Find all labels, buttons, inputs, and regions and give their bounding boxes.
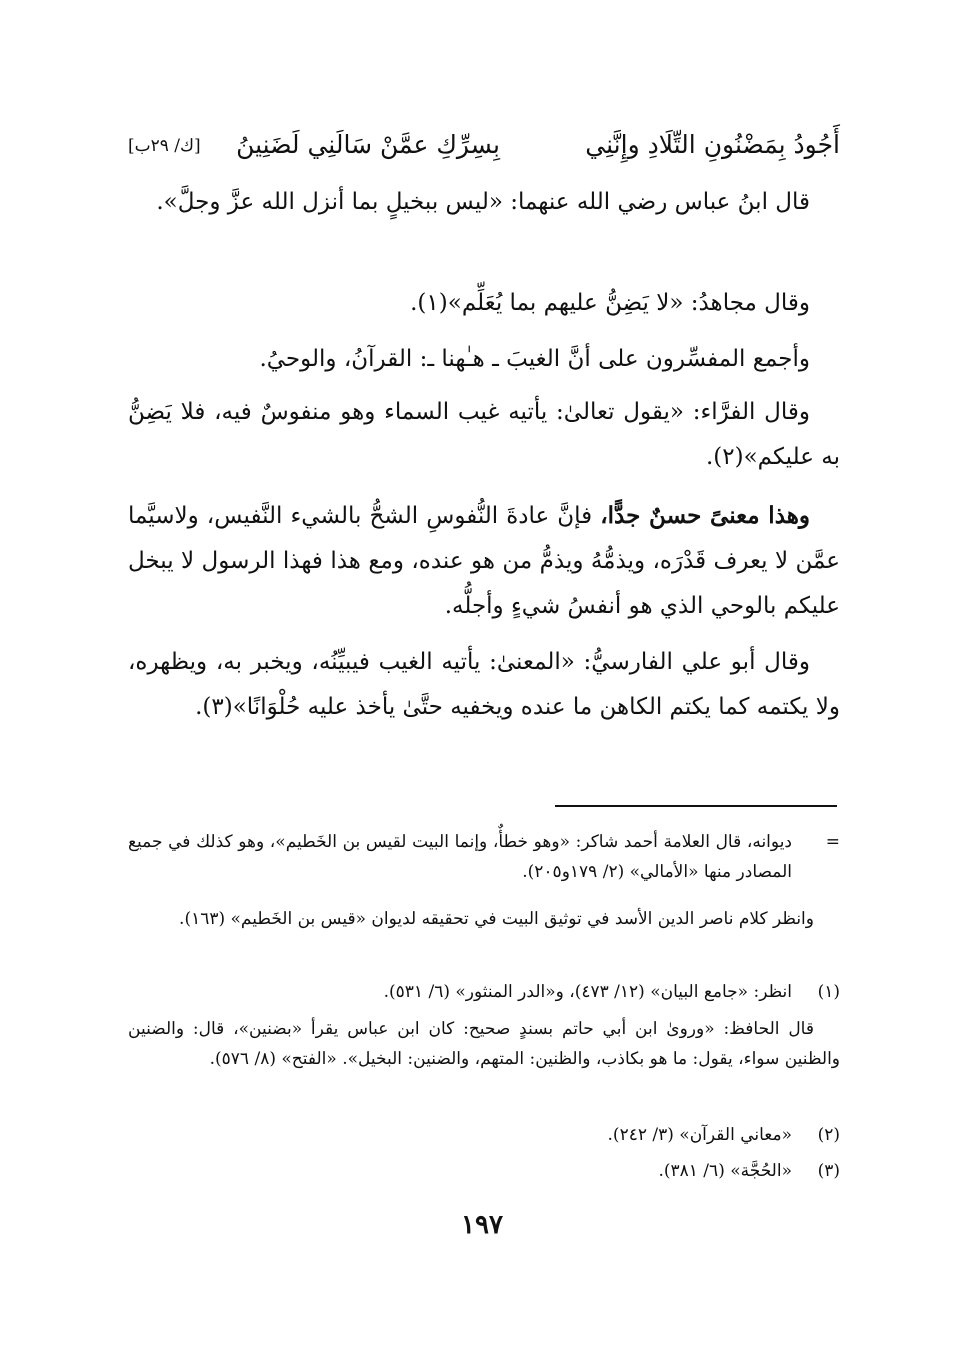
paragraph-commentary — [128, 493, 840, 629]
verse-first-hemistich: أَجُودُ بِمَضْنُونِ التِّلَادِ وإِنَّنِي — [585, 130, 840, 159]
paragraph-mujahid: وقال مجاهدُ: «لا يَضِنُّ عليهم بما يُعَلِّم»(١). — [410, 290, 810, 316]
paragraph-abu-ali: وقال أبو علي الفارسيُّ: «المعنىٰ: يأتيه الغيب فيبيِّنُه، ويخبر به، ويظهره، ولا يكتمه كما يكتم الكاهن ما عنده ويخفيه حتَّىٰ يأخذ عليه حُلْوَانًا»(٣). — [128, 649, 840, 720]
page-number: ١٩٧ — [461, 1210, 503, 1240]
verse-second-hemistich: بِسِرِّكِ عمَّنْ سَالَنِي لَضَنِينُ — [236, 130, 500, 159]
footnote-separator — [555, 805, 837, 807]
commentary-text: فإنَّ عادةَ النُّفوسِ الشحُّ بالشيء النَّفيس، ولاسيَّما عمَّن لا يعرف قَدْرَه، ويذمُّهُ ويذمُّ من هو عنده، ومع هذا فهذا الرسول لا يبخل عليكم بالوحي الذي هو أنفسُ شيءٍ وأجلُّه. — [128, 503, 840, 619]
footnote-continuation-2 — [128, 904, 840, 934]
continuation-marker: = — [825, 832, 840, 852]
commentary-lead-bold: وهذا معنىً حسنٌ جدًّا، — [600, 502, 810, 529]
footnote-text: انظر: «جامع البيان» (١٢/ ٤٧٣)، و«الدر المنثور» (٦/ ٥٣١). — [383, 982, 792, 1002]
footnote-number: (٢) — [817, 1125, 840, 1145]
footnote-number: (١) — [817, 982, 840, 1002]
footnote-text: قال الحافظ: «ورویٰ ابن أبي حاتم بسندٍ صحيح: كان ابن عباس يقرأ «بضنين»، قال: والضنين والظنين سواء، يقول: ما هو بكاذب، والظنين: المتهم، والضنين: البخيل». «الفتح» (٨/ ٥٧٦). — [128, 1019, 840, 1069]
manuscript-folio-mark: [ك/ ٢٩ب] — [128, 136, 201, 156]
poetry-verse — [128, 122, 840, 174]
footnote-continuation-text-2: وانظر كلام ناصر الدين الأسد في توثيق البيت في تحقيقه لديوان «قيس بن الخَطيم» (١٦٣). — [179, 909, 814, 929]
footnote-text: «الحُجَّة» (٦/ ٣٨١). — [658, 1161, 792, 1181]
footnote-continuation — [128, 827, 840, 887]
paragraph-farra: وقال الفرَّاء: «يقول تعالىٰ: يأتيه غيب السماء وهو منفوسٌ فيه، فلا يَضِنُّ به عليكم»(٢). — [128, 399, 840, 470]
footnote-text: «معاني القرآن» (٣/ ٢٤٢). — [607, 1125, 792, 1145]
footnote-2 — [128, 1120, 840, 1150]
footnote-1-quote — [128, 1014, 840, 1074]
paragraph-ibn-abbas: قال ابنُ عباس رضي الله عنهما: «ليس ببخيلٍ بما أنزل الله عزَّ وجلَّ». — [156, 189, 810, 215]
footnote-3 — [128, 1156, 840, 1186]
footnote-continuation-text: ديوانه، قال العلامة أحمد شاكر: «وهو خطأٌ، وإنما البيت لقيس بن الخَطيم»، وهو كذلك في جميع المصادر منها «الأمالي» (٢/ ١٧٩و٢٠٥). — [128, 832, 792, 882]
footnote-1 — [128, 977, 840, 1007]
paragraph-mufassirun: وأجمع المفسِّرون على أنَّ الغيبَ ـ هـٰهنا ـ: القرآنُ، والوحيُ. — [259, 346, 810, 372]
footnote-number: (٣) — [817, 1161, 840, 1181]
